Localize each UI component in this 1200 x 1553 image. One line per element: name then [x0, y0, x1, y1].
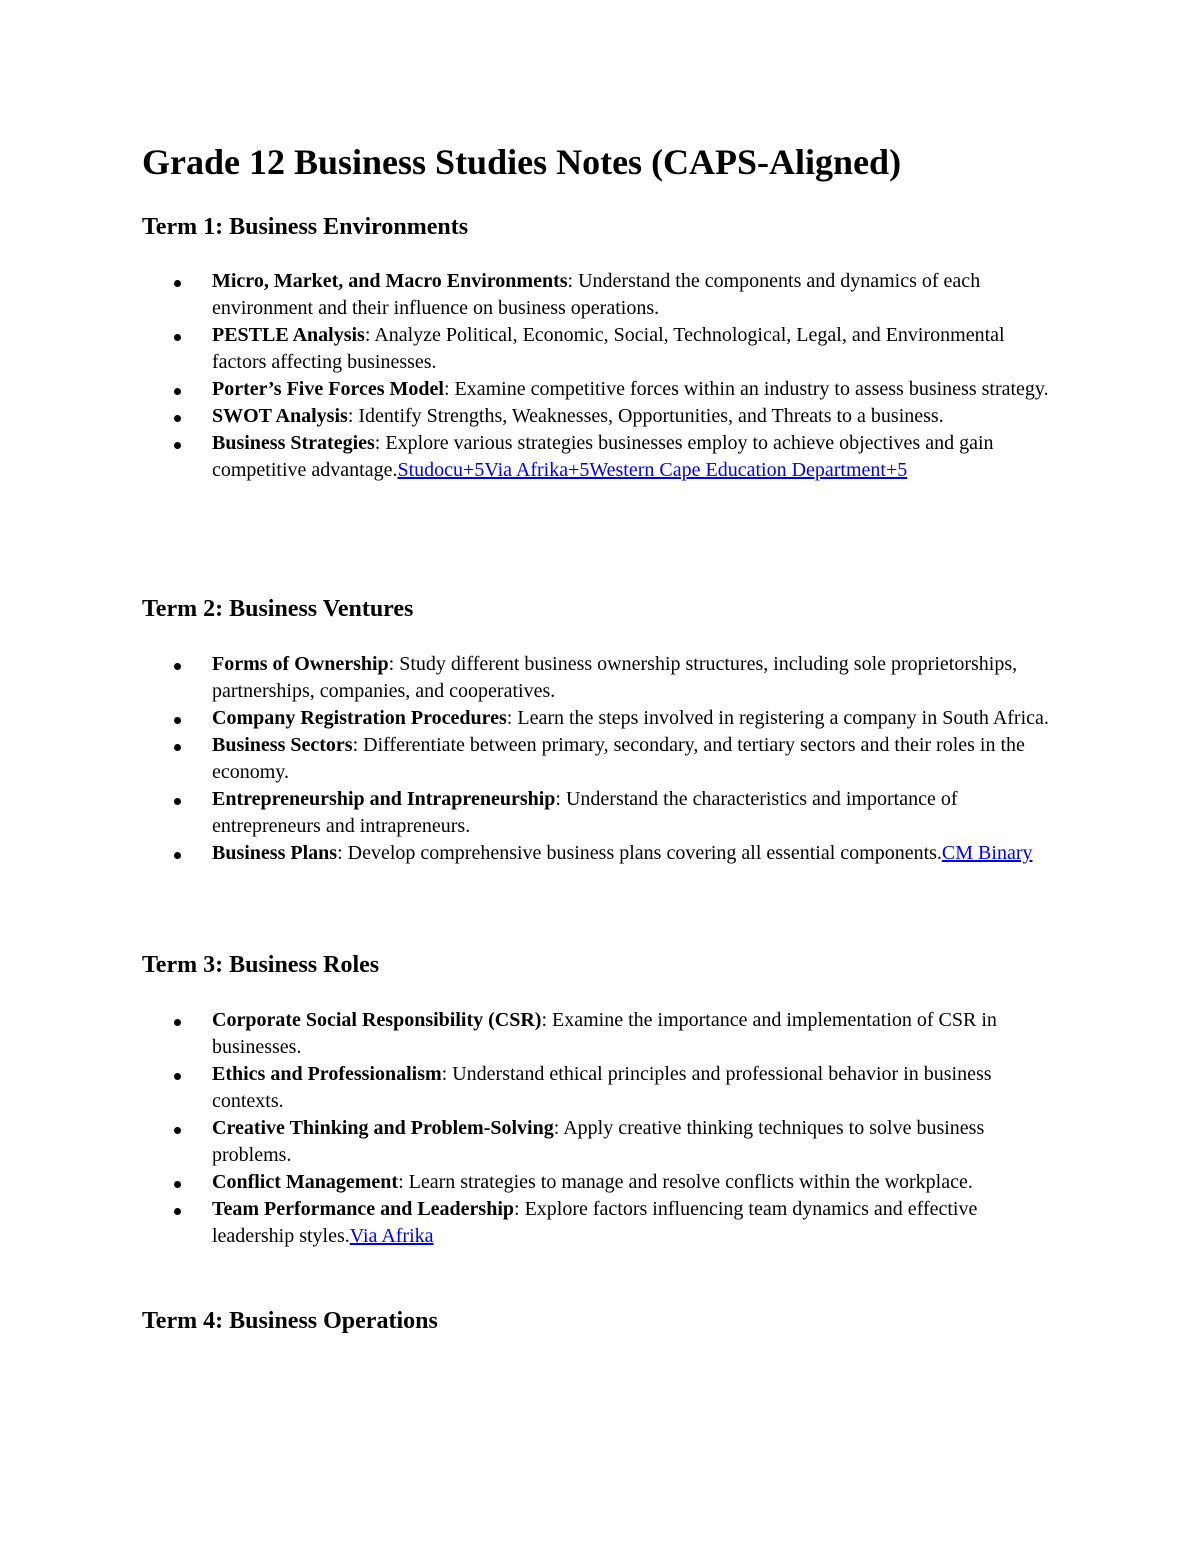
list-item: [142, 1115, 1062, 1169]
source-link[interactable]: Via Afrika: [349, 1225, 434, 1247]
item-term: Creative Thinking and Problem-Solving: [212, 1117, 554, 1139]
item-term: Ethics and Professionalism: [212, 1063, 442, 1085]
source-link[interactable]: Studocu+5Via Afrika+5Western Cape Education Department+5: [397, 459, 908, 481]
item-text: : Explore factors influencing team dynamics and effective leadership styles.: [212, 1198, 978, 1247]
bullet-icon: [174, 1073, 181, 1080]
list-item: [142, 322, 1062, 376]
item-text: : Develop comprehensive business plans covering all essential components.: [337, 842, 942, 864]
item-text: : Differentiate between primary, secondary, and tertiary sectors and their roles in the economy.: [212, 734, 1025, 783]
item-text: : Examine competitive forces within an industry to assess business strategy.: [443, 378, 1049, 400]
list-item: [142, 268, 1062, 322]
list-item: [142, 430, 1062, 484]
item-term: Business Sectors: [212, 734, 353, 756]
bullet-icon: [174, 798, 181, 805]
source-link[interactable]: CM Binary: [941, 842, 1033, 864]
term-4-heading: Term 4: Business Operations: [142, 1308, 438, 1334]
item-term: Entrepreneurship and Intrapreneurship: [212, 788, 556, 810]
term-2-list: [142, 651, 1062, 867]
list-item: [142, 1169, 1062, 1196]
item-text: : Learn strategies to manage and resolve conflicts within the workplace.: [398, 1171, 973, 1193]
item-text: : Analyze Political, Economic, Social, Technological, Legal, and Environmental factors affecting businesses.: [212, 324, 1005, 373]
list-item: [142, 786, 1062, 840]
item-term: SWOT Analysis: [212, 405, 348, 427]
item-text: : Apply creative thinking techniques to solve business problems.: [212, 1117, 985, 1166]
bullet-icon: [174, 1208, 181, 1215]
term-2-heading: Term 2: Business Ventures: [142, 596, 414, 622]
list-item: [142, 651, 1062, 705]
bullet-icon: [174, 1019, 181, 1026]
item-text: : Understand ethical principles and professional behavior in business contexts.: [212, 1063, 992, 1112]
item-text: : Understand the characteristics and importance of entrepreneurs and intrapreneurs.: [212, 788, 958, 837]
item-text: : Explore various strategies businesses employ to achieve objectives and gain competitive advantage.: [212, 432, 994, 481]
item-text: : Study different business ownership structures, including sole proprietorships, partnerships, companies, and cooperatives.: [212, 653, 1018, 702]
item-text: : Learn the steps involved in registering a company in South Africa.: [506, 707, 1049, 729]
term-3-list: [142, 1007, 1062, 1250]
bullet-icon: [174, 442, 181, 449]
item-term: PESTLE Analysis: [212, 324, 365, 346]
bullet-icon: [174, 1181, 181, 1188]
term-1-list: [142, 268, 1062, 484]
item-term: Corporate Social Responsibility (CSR): [212, 1009, 542, 1031]
item-term: Team Performance and Leadership: [212, 1198, 515, 1220]
item-text: : Understand the components and dynamics of each environment and their influence on business operations.: [212, 270, 981, 319]
document-title: Grade 12 Business Studies Notes (CAPS-Aligned): [142, 142, 902, 182]
item-text: : Identify Strengths, Weaknesses, Opportunities, and Threats to a business.: [347, 405, 944, 427]
item-term: Business Plans: [212, 842, 338, 864]
bullet-icon: [174, 415, 181, 422]
bullet-icon: [174, 663, 181, 670]
item-term: Conflict Management: [212, 1171, 399, 1193]
item-term: Business Strategies: [212, 432, 375, 454]
list-item: [142, 403, 1062, 430]
list-item: [142, 732, 1062, 786]
item-term: Forms of Ownership: [212, 653, 389, 675]
list-item: [142, 1007, 1062, 1061]
term-1-heading: Term 1: Business Environments: [142, 214, 469, 240]
item-term: Porter’s Five Forces Model: [212, 378, 444, 400]
list-item: [142, 1061, 1062, 1115]
bullet-icon: [174, 717, 181, 724]
list-item: [142, 376, 1062, 403]
item-term: Company Registration Procedures: [212, 707, 507, 729]
bullet-icon: [174, 744, 181, 751]
bullet-icon: [174, 1127, 181, 1134]
item-term: Micro, Market, and Macro Environments: [212, 270, 568, 292]
list-item: [142, 1196, 1062, 1250]
item-text: : Examine the importance and implementation of CSR in businesses.: [212, 1009, 997, 1058]
bullet-icon: [174, 388, 181, 395]
list-item: [142, 705, 1062, 732]
list-item: [142, 840, 1062, 867]
term-3-heading: Term 3: Business Roles: [142, 952, 380, 978]
bullet-icon: [174, 280, 181, 287]
bullet-icon: [174, 852, 181, 859]
bullet-icon: [174, 334, 181, 341]
